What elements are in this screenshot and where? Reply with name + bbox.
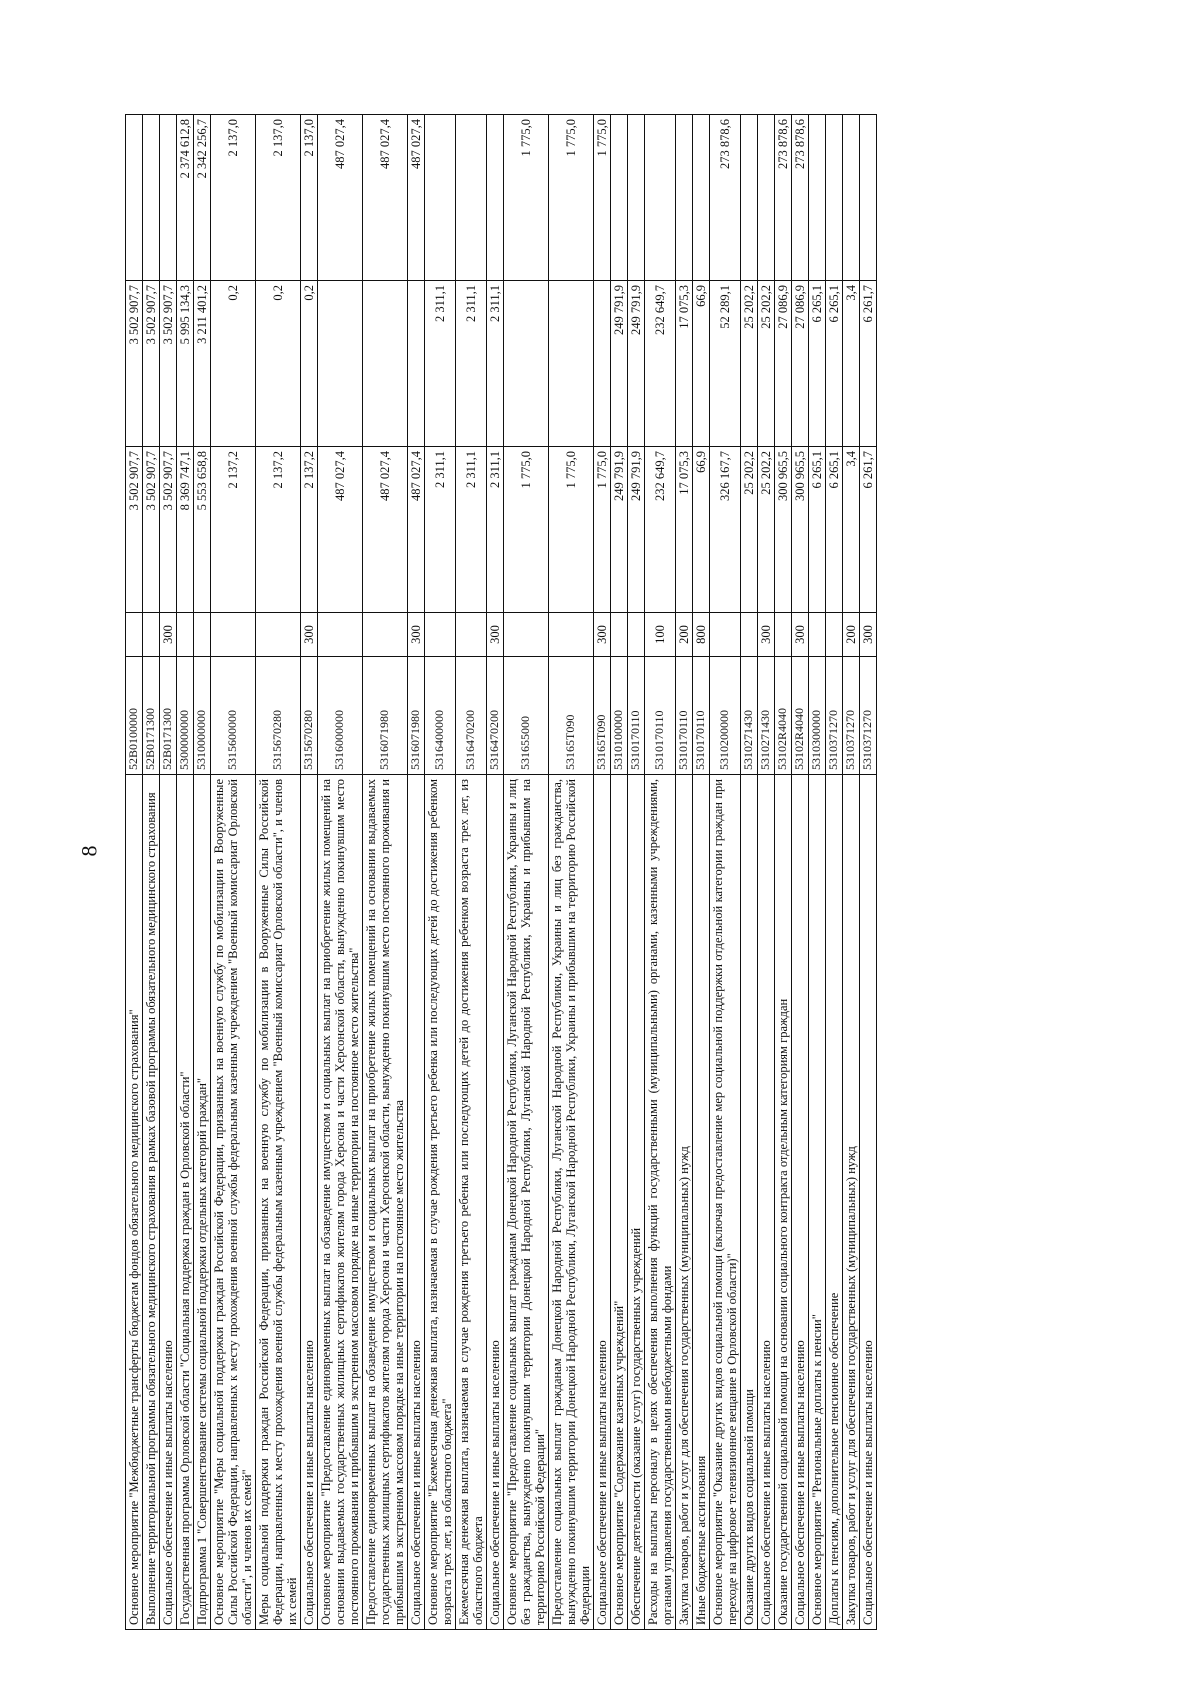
expense-type-cell [143,613,160,657]
total-amount-cell: 300 965,5 [775,447,792,613]
regional-amount-cell: 0,2 [256,281,301,447]
target-code-cell: 5310170110 [693,657,710,775]
expense-type-cell: 300 [160,613,177,657]
row-name-cell: Социальное обеспечение и иные выплаты населению [860,775,877,1630]
regional-amount-cell: 25 202,2 [741,281,758,447]
federal-amount-cell: 487 027,4 [318,115,363,281]
total-amount-cell: 6 265,1 [826,447,843,613]
expense-type-cell: 300 [758,613,775,657]
regional-amount-cell: 0,2 [301,281,318,447]
total-amount-cell: 249 791,9 [628,447,645,613]
total-amount-cell: 6 265,1 [809,447,826,613]
federal-amount-cell: 2 137,0 [301,115,318,281]
total-amount-cell: 6 261,7 [860,447,877,613]
target-code-cell: 5315670280 [301,657,318,775]
target-code-cell: 5316071980 [408,657,425,775]
regional-amount-cell: 2 311,1 [456,281,487,447]
row-name-cell: Социальное обеспечение и иные выплаты населению [594,775,611,1630]
table-row [693,115,710,1630]
budget-table [125,114,877,1630]
table-row [710,115,741,1630]
target-code-cell: 5316470200 [487,657,504,775]
regional-amount-cell: 5 995 134,3 [177,281,194,447]
federal-amount-cell: 1 775,0 [504,115,549,281]
row-name-cell: Закупка товаров, работ и услуг для обеспечения государственных (муниципальных) нужд [843,775,860,1630]
total-amount-cell: 25 202,2 [741,447,758,613]
expense-type-cell [318,613,363,657]
federal-amount-cell [860,115,877,281]
federal-amount-cell: 2 137,0 [211,115,256,281]
table-row [676,115,693,1630]
row-name-cell: Иные бюджетные ассигнования [693,775,710,1630]
total-amount-cell: 3 502 907,7 [126,447,143,613]
federal-amount-cell [425,115,456,281]
expense-type-cell [826,613,843,657]
row-name-cell: Оказание государственной социальной помощи на основании социального контракта отдельным категориям граждан [775,775,792,1630]
table-row [301,115,318,1630]
target-code-cell: 52В0171300 [160,657,177,775]
total-amount-cell: 66,9 [693,447,710,613]
row-name-cell: Ежемесячная денежная выплата, назначаемая в случае рождения третьего ребенка или последующих детей до достижения ребенком возраста трех лет, из областного бюджета [456,775,487,1630]
regional-amount-cell: 249 791,9 [628,281,645,447]
row-name-cell: Основное мероприятие "Предоставление единовременных выплат на обзаведение имуществом и социальных выплат на приобретение жилых помещений на основании выдаваемых государственных жилищных сертификатов жителям города Херсона и части Херсонской области, вынужденно покинувшим место постоянного проживания и прибывшим в экстренном массовом порядке на иные территории на постоянное место жительства" [318,775,363,1630]
federal-amount-cell: 273 878,6 [792,115,809,281]
expense-type-cell [211,613,256,657]
row-name-cell: Основное мероприятие "Ежемесячная денежная выплата, назначаемая в случае рождения третьего ребенка или последующих детей до достижения ребенком возраста трех лет, из областного бюджета" [425,775,456,1630]
federal-amount-cell: 2 137,0 [256,115,301,281]
row-name-cell: Основное мероприятие "Оказание других видов социальной помощи (включая предоставление мер социальной поддержки отдельной категории граждан при переходе на цифровое телевизионное вещание в Орловской области)" [710,775,741,1630]
target-code-cell: 5310170110 [645,657,676,775]
regional-amount-cell [594,281,611,447]
regional-amount-cell: 27 086,9 [775,281,792,447]
target-code-cell: 5315670280 [256,657,301,775]
expense-type-cell: 300 [301,613,318,657]
federal-amount-cell [143,115,160,281]
federal-amount-cell [611,115,628,281]
row-name-cell: Меры социальной поддержки граждан Российской Федерации, призванных на военную службу по мобилизации в Вооруженные Силы Российской Федерации, направленных к месту прохождения военной службы федеральным казенным учреждением "Военный комиссариат Орловской области", и членов их семей [256,775,301,1630]
federal-amount-cell [628,115,645,281]
total-amount-cell: 25 202,2 [758,447,775,613]
row-name-cell: Закупка товаров, работ и услуг для обеспечения государственных (муниципальных) нужд [676,775,693,1630]
federal-amount-cell [160,115,177,281]
target-code-cell: 53102R4040 [775,657,792,775]
expense-type-cell [710,613,741,657]
target-code-cell: 5310371270 [860,657,877,775]
target-code-cell: 5300000000 [177,657,194,775]
table-row [126,115,143,1630]
regional-amount-cell: 2 311,1 [425,281,456,447]
row-name-cell: Основное мероприятие "Меры социальной поддержки граждан Российской Федерации, призванных на военную службу по мобилизации в Вооруженные Силы Российской Федерации, направленных к месту прохождения военной службы федеральным казенным учреждением "Военный комиссариат Орловской области", и членов их семей" [211,775,256,1630]
expense-type-cell [809,613,826,657]
target-code-cell: 5310300000 [809,657,826,775]
total-amount-cell: 1 775,0 [504,447,549,613]
total-amount-cell: 8 369 747,1 [177,447,194,613]
table-row [645,115,676,1630]
federal-amount-cell [676,115,693,281]
expense-type-cell: 100 [645,613,676,657]
target-code-cell: 5316000000 [318,657,363,775]
table-row [504,115,549,1630]
total-amount-cell: 300 965,5 [792,447,809,613]
expense-type-cell: 300 [408,613,425,657]
regional-amount-cell [363,281,408,447]
target-code-cell: 53165Т090 [594,657,611,775]
table-row [143,115,160,1630]
row-name-cell: Социальное обеспечение и иные выплаты населению [301,775,318,1630]
total-amount-cell: 2 137,2 [211,447,256,613]
expense-type-cell [126,613,143,657]
regional-amount-cell: 3 502 907,7 [160,281,177,447]
regional-amount-cell [549,281,594,447]
row-name-cell: Доплаты к пенсиям, дополнительное пенсионное обеспечение [826,775,843,1630]
target-code-cell: 53102R4040 [792,657,809,775]
total-amount-cell: 1 775,0 [594,447,611,613]
table-row [843,115,860,1630]
total-amount-cell: 487 027,4 [318,447,363,613]
federal-amount-cell: 487 027,4 [363,115,408,281]
regional-amount-cell [318,281,363,447]
row-name-cell: Основное мероприятие "Предоставление социальных выплат гражданам Донецкой Народной Республики, Луганской Народной Республики, Украины и лиц без гражданства, вынужденно покинувшим территории Донецкой Народной Республики, Луганской Народной Республики, Украины и прибывшим на территорию Российской Федерации" [504,775,549,1630]
row-name-cell: Социальное обеспечение и иные выплаты населению [160,775,177,1630]
rotated-page-content [125,115,1185,1630]
table-row [194,115,211,1630]
row-name-cell: Подпрограмма 1 "Совершенствование системы социальной поддержки отдельных категорий граждан" [194,775,211,1630]
total-amount-cell: 232 649,7 [645,447,676,613]
target-code-cell: 5310000000 [194,657,211,775]
row-name-cell: Государственная программа Орловской области "Социальная поддержка граждан в Орловской области" [177,775,194,1630]
regional-amount-cell: 3 502 907,7 [143,281,160,447]
row-name-cell: Выполнение территориальной программы обязательного медицинского страхования в рамках базовой программы обязательного медицинского страхования [143,775,160,1630]
federal-amount-cell [126,115,143,281]
total-amount-cell: 2 311,1 [456,447,487,613]
total-amount-cell: 5 553 658,8 [194,447,211,613]
total-amount-cell: 2 311,1 [487,447,504,613]
total-amount-cell: 487 027,4 [363,447,408,613]
expense-type-cell [194,613,211,657]
total-amount-cell: 2 311,1 [425,447,456,613]
table-row [408,115,425,1630]
expense-type-cell [363,613,408,657]
total-amount-cell: 3 502 907,7 [143,447,160,613]
regional-amount-cell: 3 502 907,7 [126,281,143,447]
total-amount-cell: 3 502 907,7 [160,447,177,613]
target-code-cell: 5310170110 [676,657,693,775]
total-amount-cell: 249 791,9 [611,447,628,613]
total-amount-cell: 3,4 [843,447,860,613]
target-code-cell: 53165Т090 [549,657,594,775]
target-code-cell: 5310271430 [758,657,775,775]
expense-type-cell [177,613,194,657]
regional-amount-cell: 6 265,1 [826,281,843,447]
table-row [741,115,758,1630]
row-name-cell: Предоставление социальных выплат гражданам Донецкой Народной Республики, Луганской Народной Республики, Украины и лиц без гражданства, вынужденно покинувшим территории Донецкой Народной Республики, Луганской Народной Республики, Украины и прибывшим на территорию Российской Федерации [549,775,594,1630]
row-name-cell: Расходы на выплаты персоналу в целях обеспечения выполнения функций государственными (муниципальными) органами, казенными учреждениями, органами управления государственными внебюджетными фондами [645,775,676,1630]
federal-amount-cell [843,115,860,281]
total-amount-cell: 2 137,2 [256,447,301,613]
target-code-cell: 5310371270 [826,657,843,775]
federal-amount-cell: 1 775,0 [594,115,611,281]
federal-amount-cell [758,115,775,281]
target-code-cell: 5310371270 [843,657,860,775]
federal-amount-cell: 273 878,6 [775,115,792,281]
total-amount-cell: 326 167,7 [710,447,741,613]
expense-type-cell: 300 [487,613,504,657]
regional-amount-cell: 2 311,1 [487,281,504,447]
regional-amount-cell [504,281,549,447]
table-row [758,115,775,1630]
expense-type-cell: 300 [792,613,809,657]
expense-type-cell [504,613,549,657]
expense-type-cell: 300 [594,613,611,657]
target-code-cell: 52В0171300 [143,657,160,775]
regional-amount-cell: 249 791,9 [611,281,628,447]
regional-amount-cell: 66,9 [693,281,710,447]
target-code-cell: 531655000 [504,657,549,775]
target-code-cell: 52В0100000 [126,657,143,775]
row-name-cell: Обеспечение деятельности (оказание услуг) государственных учреждений [628,775,645,1630]
federal-amount-cell [809,115,826,281]
table-row [177,115,194,1630]
target-code-cell: 5310170110 [628,657,645,775]
federal-amount-cell [693,115,710,281]
regional-amount-cell: 25 202,2 [758,281,775,447]
expense-type-cell [628,613,645,657]
federal-amount-cell: 2 374 612,8 [177,115,194,281]
row-name-cell: Основное мероприятие "Межбюджетные трансферты бюджетам фондов обязательного медицинского страхования" [126,775,143,1630]
table-row [456,115,487,1630]
row-name-cell: Социальное обеспечение и иные выплаты населению [408,775,425,1630]
table-row [549,115,594,1630]
row-name-cell: Социальное обеспечение и иные выплаты населению [758,775,775,1630]
regional-amount-cell: 52 289,1 [710,281,741,447]
total-amount-cell: 1 775,0 [549,447,594,613]
regional-amount-cell [408,281,425,447]
total-amount-cell: 17 075,3 [676,447,693,613]
target-code-cell: 5310200000 [710,657,741,775]
expense-type-cell [741,613,758,657]
regional-amount-cell: 17 075,3 [676,281,693,447]
table-row [211,115,256,1630]
expense-type-cell [611,613,628,657]
target-code-cell: 5316400000 [425,657,456,775]
federal-amount-cell: 487 027,4 [408,115,425,281]
expense-type-cell: 300 [860,613,877,657]
federal-amount-cell [826,115,843,281]
federal-amount-cell [741,115,758,281]
total-amount-cell: 487 027,4 [408,447,425,613]
expense-type-cell [775,613,792,657]
expense-type-cell [549,613,594,657]
row-name-cell: Предоставление единовременных выплат на обзаведение имуществом и социальных выплат на приобретение жилых помещений на основании выдаваемых государственных жилищных сертификатов жителям города Херсона и части Херсонской области, вынужденно покинувшим место постоянного проживания и прибывшим в экстренном массовом порядке на иные территории на постоянное место жительства [363,775,408,1630]
expense-type-cell [456,613,487,657]
expense-type-cell [425,613,456,657]
federal-amount-cell [645,115,676,281]
row-name-cell: Основное мероприятие "Региональные доплаты к пенсии" [809,775,826,1630]
target-code-cell: 5316470200 [456,657,487,775]
federal-amount-cell: 1 775,0 [549,115,594,281]
table-row [425,115,456,1630]
target-code-cell: 5310271430 [741,657,758,775]
table-row [792,115,809,1630]
table-row [809,115,826,1630]
table-row [363,115,408,1630]
table-row [318,115,363,1630]
expense-type-cell: 200 [676,613,693,657]
table-row [487,115,504,1630]
table-row [256,115,301,1630]
total-amount-cell: 2 137,2 [301,447,318,613]
expense-type-cell: 200 [843,613,860,657]
row-name-cell: Оказание других видов социальной помощи [741,775,758,1630]
federal-amount-cell: 273 878,6 [710,115,741,281]
table-row [628,115,645,1630]
table-row [611,115,628,1630]
federal-amount-cell: 2 342 256,7 [194,115,211,281]
federal-amount-cell [456,115,487,281]
table-row [775,115,792,1630]
regional-amount-cell: 27 086,9 [792,281,809,447]
regional-amount-cell: 6 261,7 [860,281,877,447]
target-code-cell: 5310100000 [611,657,628,775]
table-row [860,115,877,1630]
expense-type-cell [256,613,301,657]
row-name-cell: Социальное обеспечение и иные выплаты населению [487,775,504,1630]
table-row [160,115,177,1630]
regional-amount-cell: 3 211 401,2 [194,281,211,447]
regional-amount-cell: 3,4 [843,281,860,447]
page-number: 8 [76,845,102,857]
row-name-cell: Социальное обеспечение и иные выплаты населению [792,775,809,1630]
row-name-cell: Основное мероприятие "Содержание казенных учреждений" [611,775,628,1630]
regional-amount-cell: 0,2 [211,281,256,447]
target-code-cell: 5316071980 [363,657,408,775]
target-code-cell: 5315600000 [211,657,256,775]
regional-amount-cell: 232 649,7 [645,281,676,447]
budget-table-body [126,115,877,1630]
table-row [594,115,611,1630]
regional-amount-cell: 6 265,1 [809,281,826,447]
federal-amount-cell [487,115,504,281]
expense-type-cell: 800 [693,613,710,657]
table-row [826,115,843,1630]
